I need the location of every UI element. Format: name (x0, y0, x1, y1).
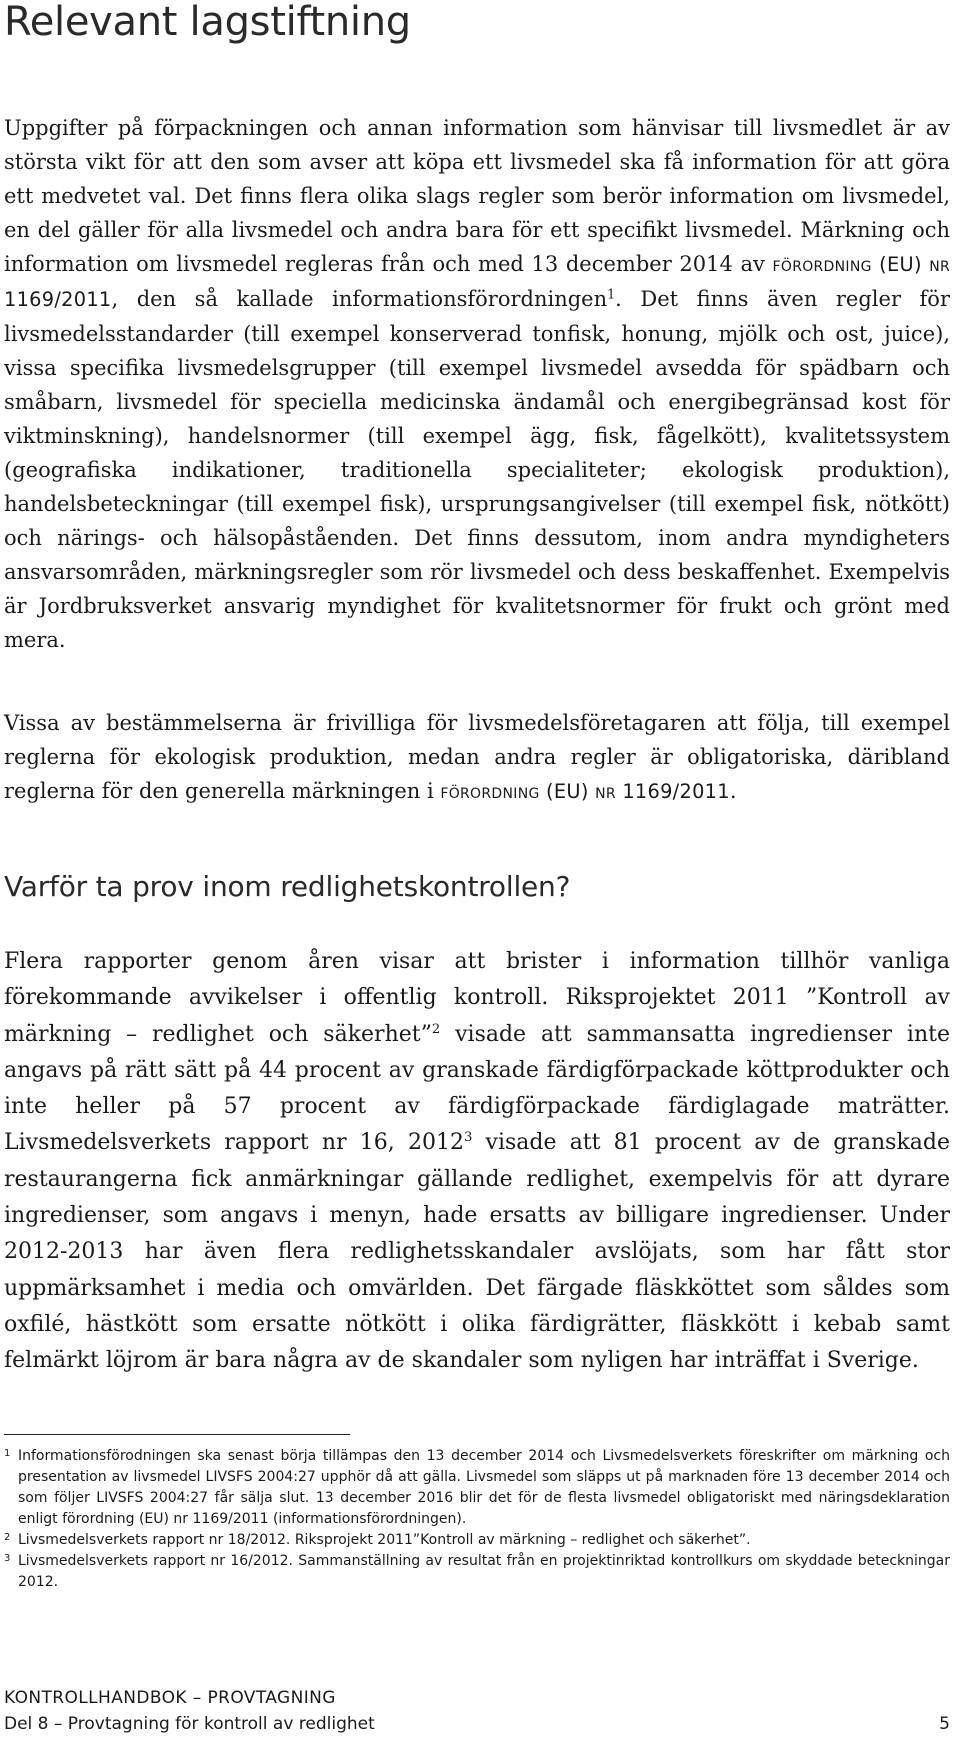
footnotes (4, 1446, 950, 1593)
paragraph-text: visade att sammansatta ingredienser inte angavs på rätt sätt på 44 procent av granskade färdigförpackade köttprodukter och inte heller på 57 procent av färdigförpackade färdiglagade maträtter. Livsmedelsverkets rapport nr 16, 2012 (4, 1021, 950, 1156)
footnote-1 (4, 1446, 950, 1530)
paragraph-voluntary-rules (4, 706, 950, 809)
footnote-divider (4, 1434, 350, 1435)
footnote-number: 2 (4, 1532, 11, 1543)
footnote-reference-3[interactable]: 3 (463, 1130, 473, 1146)
footnote-text: Informationsförodningen ska senast börja tillämpas den 13 december 2014 och Livsmedelsverkets föreskrifter om märkning och presentation av livsmedel LIVSFS 2004:27 upphör då att gälla. Livsmedel som släpps ut på marknaden före 13 december 2014 och som följer LIVSFS 2004:27 får sälja slut. 13 december 2016 blir det för de flesta livsmedel obligatoriskt med näringsdeklaration enligt förordning (EU) nr 1169/2011 (informationsförordningen). (18, 1448, 950, 1527)
regulation-reference: förordning (EU) nr 1169/2011 (440, 780, 730, 803)
footnote-reference-1[interactable]: 1 (607, 286, 616, 302)
page-number: 5 (939, 1714, 950, 1734)
section-heading: Relevant lagstiftning (4, 0, 411, 45)
paragraph-text: Uppgifter på förpackningen och annan information som hänvisar till livsmedlet är av största vikt för att den som avser att köpa ett livsmedel ska få information för att göra ett medvetet val. Det finns flera olika slags regler som berör information om livsmedel, en del gäller för alla livsmedel och andra bara för ett specifikt livsmedel. Märkning och information om livsmedel regleras från och med 13 december 2014 av (4, 116, 950, 276)
footer-chapter (4, 1713, 950, 1735)
paragraph-text: , den så kallade informationsförordningen (111, 287, 608, 311)
footnote-reference-2[interactable]: 2 (431, 1021, 441, 1037)
paragraph-text: . (729, 779, 737, 803)
subsection-heading: Varför ta prov inom redlighetskontrollen? (4, 870, 571, 903)
footnote-3 (4, 1551, 950, 1593)
footer-document-title: KONTROLLHANDBOK – PROVTAGNING (4, 1688, 336, 1708)
paragraph-labeling-rules (4, 111, 950, 657)
footnote-number: 3 (4, 1553, 11, 1564)
footnote-number: 1 (4, 1448, 11, 1459)
paragraph-reports (4, 944, 950, 1380)
footnote-text: Livsmedelsverkets rapport nr 18/2012. Riksprojekt 2011”Kontroll av märkning – redlighet och säkerhet”. (18, 1532, 751, 1548)
footnote-2 (4, 1530, 950, 1551)
regulation-reference: förordning (EU) nr 1169/2011 (4, 253, 950, 311)
footer-chapter-title: Del 8 – Provtagning för kontroll av redlighet (4, 1714, 375, 1734)
paragraph-text: Vissa av bestämmelserna är frivilliga för livsmedelsföretagaren att följa, till exempel reglerna för ekologisk produktion, medan andra regler är obligatoriska, däribland reglerna för den generella märkningen i (4, 711, 950, 803)
paragraph-text: visade att 81 procent av de granskade restaurangerna fick anmärkningar gällande redlighet, exempelvis för att dyrare ingredienser, som angavs i menyn, hade ersatts av billigare ingredienser. Under 2012-2013 har även flera redlighetsskandaler avslöjats, som har fått stor uppmärksamhet i media och omvärlden. Det färgade fläskköttet som såldes som oxfilé, hästkött som ersatte nötkött i olika färdigrätter, fläskkött i kebab samt felmärkt löjrom är bara några av de skandaler som nyligen har inträffat i Sverige. (4, 1130, 951, 1374)
footnote-text: Livsmedelsverkets rapport nr 16/2012. Sammanställning av resultat från en projektinriktad kontrollkurs om skyddade beteckningar 2012. (18, 1553, 950, 1590)
paragraph-text: Flera rapporter genom åren visar att brister i information tillhör vanliga förekommande avvikelser i offentlig kontroll. Riksprojektet 2011 ”Kontroll av märkning – redlighet och säkerhet” (4, 949, 950, 1047)
paragraph-text: . Det finns även regler för livsmedelsstandarder (till exempel konserverad tonfisk, honung, mjölk och ost, juice), vissa specifika livsmedelsgrupper (till exempel livsmedel avsedda för spädbarn och småbarn, livsmedel för speciella medicinska ändamål och energibegränsad kost för viktminskning), handelsnormer (till exempel ägg, fisk, fågelkött), kvalitetssystem (geografiska indikationer, traditionella specialiteter; ekologisk produktion), handelsbeteckningar (till exempel fisk), ursprungsangivelser (till exempel fisk, nötkött) och närings- och hälsopåståenden. Det finns dessutom, inom andra myndigheters ansvarsområden, märkningsregler som rör livsmedel och dess beskaffenhet. Exempelvis är Jordbruksverket ansvarig myndighet för kvalitetsnormer för frukt och grönt med mera. (4, 287, 950, 652)
